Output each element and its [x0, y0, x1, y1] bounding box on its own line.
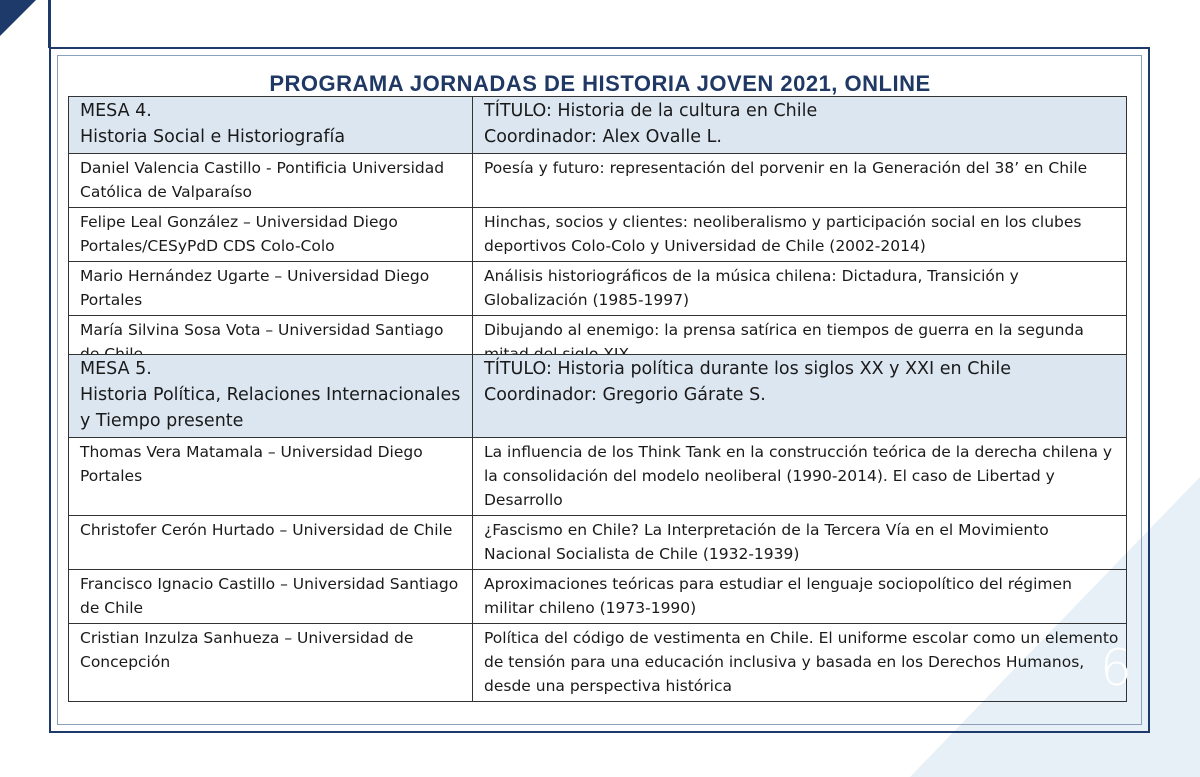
table-row: [69, 154, 1127, 208]
mesa-number: MESA 4.: [80, 101, 152, 121]
mesa-title: TÍTULO: Historia de la cultura en Chile: [484, 101, 818, 121]
mesa-5-table: [68, 354, 1127, 702]
mesa-number: MESA 5.: [80, 359, 152, 379]
mesa-area: Historia Social e Historiografía: [80, 127, 346, 147]
page-number: 6: [1100, 639, 1132, 697]
author-cell: Mario Hernández Ugarte – Universidad Diego Portales: [69, 262, 473, 316]
author-cell: Thomas Vera Matamala – Universidad Diego Portales: [69, 438, 473, 516]
decorative-rule: [48, 0, 51, 48]
table-row: [69, 262, 1127, 316]
corner-decoration: [0, 0, 36, 36]
mesa-header-row: [69, 97, 1127, 154]
table-row: [69, 208, 1127, 262]
mesa-area: Historia Política, Relaciones Internacionales y Tiempo presente: [80, 385, 461, 431]
mesa-4-table: [68, 96, 1127, 370]
author-cell: Felipe Leal González – Universidad Diego Portales/CESyPdD CDS Colo-Colo: [69, 208, 473, 262]
mesa-header-right: [473, 97, 1127, 154]
mesa-header-right: [473, 355, 1127, 438]
table-row: [69, 570, 1127, 624]
mesa-coordinator: Coordinador: Alex Ovalle L.: [484, 127, 722, 147]
topic-cell: ¿Fascismo en Chile? La Interpretación de la Tercera Vía en el Movimiento Nacional Socialista de Chile (1932-1939): [473, 516, 1127, 570]
document-title: PROGRAMA JORNADAS DE HISTORIA JOVEN 2021, ONLINE: [269, 71, 931, 96]
mesa-coordinator: Coordinador: Gregorio Gárate S.: [484, 385, 766, 405]
mesa-title: TÍTULO: Historia política durante los siglos XX y XXI en Chile: [484, 359, 1011, 379]
author-cell: María Silvina Sosa Vota – Universidad Santiago: [69, 316, 473, 370]
mesa-header-left: [69, 355, 473, 438]
mesa-header-left: [69, 97, 473, 154]
topic-cell: La influencia de los Think Tank en la construcción teórica de la derecha chilena y la consolidación del modelo neoliberal (1990-2014). El caso de Libertad y Desarrollo: [473, 438, 1127, 516]
author-cell: Christofer Cerón Hurtado – Universidad de Chile: [69, 516, 473, 570]
mesa-header-row: [69, 355, 1127, 438]
topic-cell: Hinchas, socios y clientes: neoliberalismo y participación social en los clubes deportivos Colo-Colo y Universidad de Chile (2002-2014): [473, 208, 1127, 262]
table-row: [69, 516, 1127, 570]
author-cell: Daniel Valencia Castillo - Pontificia Universidad Católica de Valparaíso: [69, 154, 473, 208]
author-cell: Cristian Inzulza Sanhueza – Universidad de Concepción: [69, 624, 473, 702]
topic-cell: Análisis historiográficos de la música chilena: Dictadura, Transición y Globalización (1985-1997): [473, 262, 1127, 316]
table-row: [69, 624, 1127, 702]
topic-cell: Política del código de vestimenta en Chile. El uniforme escolar como un elemento de tensión para una educación inclusiva y basada en los Derechos Humanos, desde una perspectiva histórica: [473, 624, 1127, 702]
topic-cell: Aproximaciones teóricas para estudiar el lenguaje sociopolítico del régimen militar chileno (1973-1990): [473, 570, 1127, 624]
topic-cell: Poesía y futuro: representación del porvenir en la Generación del 38’ en Chile: [473, 154, 1127, 208]
author-cell: Francisco Ignacio Castillo – Universidad Santiago de Chile: [69, 570, 473, 624]
topic-cell: Dibujando al enemigo: la prensa satírica en tiempos de guerra en la segunda: [473, 316, 1127, 370]
table-row: [69, 438, 1127, 516]
